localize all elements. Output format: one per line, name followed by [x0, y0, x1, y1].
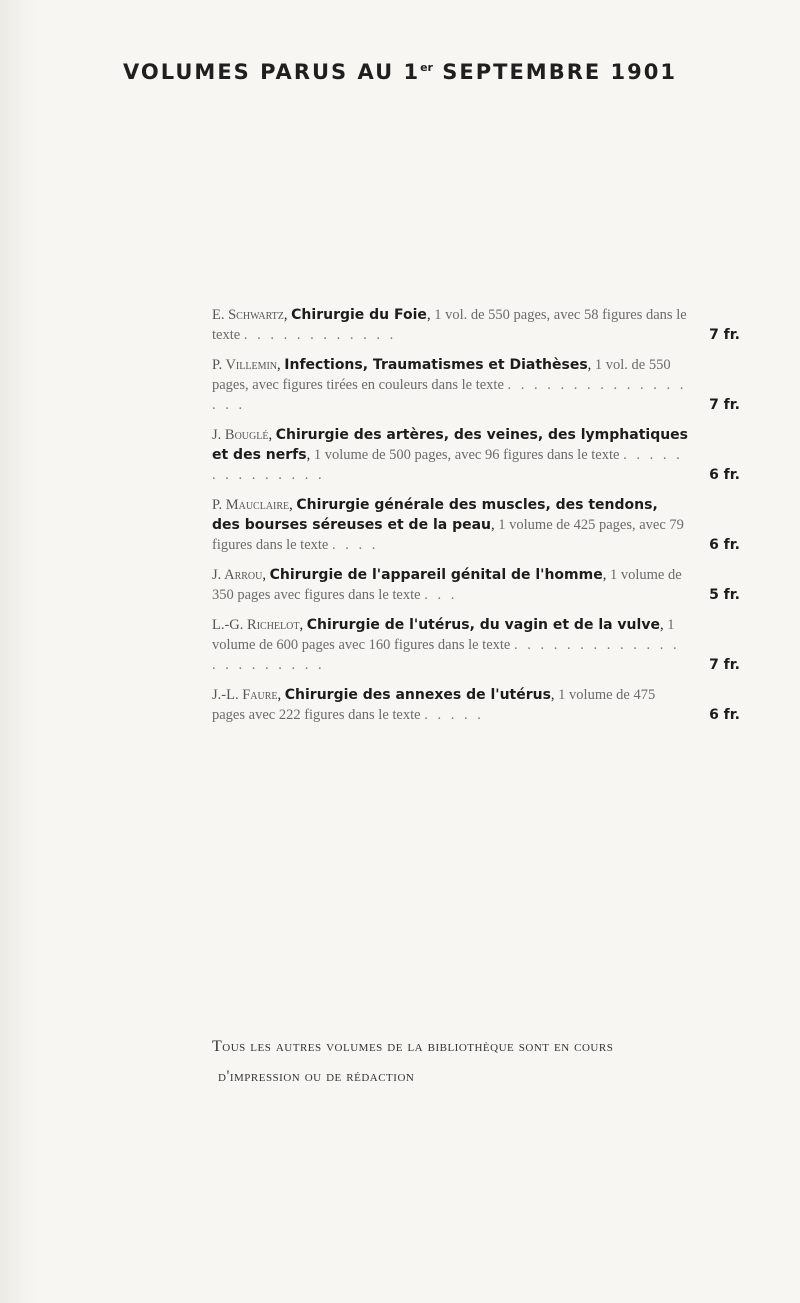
leader-dots: . . . . . . . . . . . . . . . . . [212, 377, 687, 413]
entry-work: Chirurgie de l'appareil génital de l'homme [269, 567, 603, 583]
entry-price: 7 fr. [709, 327, 740, 343]
volume-list [212, 305, 740, 735]
entry-work: Chirurgie de l'utérus, du vagin et de la vulve [306, 617, 660, 633]
entry-author: J. Arrou [212, 567, 263, 583]
list-item [212, 305, 740, 345]
entry-author: L.-G. Richelot [212, 617, 300, 633]
entry-details: 1 volume de 350 pages avec figures dans le texte [212, 567, 682, 603]
footer-note [212, 1032, 800, 1092]
entry-price: 6 fr. [709, 707, 740, 723]
entry-author: E. Schwartz [212, 307, 284, 323]
entry-details: 1 volume de 475 pages avec 222 figures dans le texte [212, 687, 656, 723]
entry-work: Chirurgie des artères, des veines, des lymphatiques et des nerfs [212, 427, 689, 463]
entry-details: 1 volume de 600 pages avec 160 figures dans le texte [212, 617, 675, 653]
leader-dots: . . . . . . . . . . . . . . . . . . . . . . [212, 637, 680, 673]
list-item [212, 685, 740, 725]
entry-work: Chirurgie générale des muscles, des tendons, des bourses séreuses et de la peau [212, 497, 658, 533]
page-title [0, 60, 800, 84]
footer-line-1: Tous les autres volumes de la bibliothèque sont en cours [212, 1038, 614, 1055]
list-item [212, 355, 740, 415]
entry-text: P. Mauclaire, Chirurgie générale des muscles, des tendons, des bourses séreuses et de la peau, 1 volume de 425 pages, avec 79 figures dans le texte . . . . [212, 497, 684, 553]
list-item [212, 615, 740, 675]
entry-author: J. Bouglé [212, 427, 269, 443]
entry-text: P. Villemin, Infections, Traumatismes et Diathèses, 1 vol. de 550 pages, avec figures tirées en couleurs dans le texte . . . . . . . . . . . . . . . . . [212, 357, 687, 413]
leader-dots: . . . . [332, 537, 379, 553]
entry-price: 7 fr. [709, 657, 740, 673]
leader-dots: . . . . . . . . . . . . . . [212, 447, 683, 483]
leader-dots: . . . [424, 587, 458, 603]
entry-details: 1 volume de 425 pages, avec 79 figures dans le texte [212, 517, 684, 553]
list-item [212, 425, 740, 485]
entry-details: 1 volume de 500 pages, avec 96 figures dans le texte [313, 447, 620, 463]
entry-work: Chirurgie du Foie [291, 307, 427, 323]
entry-author: J.-L. Faure [212, 687, 278, 703]
entry-text: E. Schwartz, Chirurgie du Foie, 1 vol. de 550 pages, avec 58 figures dans le texte . . . . . . . . . . . . [212, 307, 687, 343]
title-text: VOLUMES PARUS AU 1 [123, 60, 421, 84]
entry-work: Infections, Traumatismes et Diathèses [284, 357, 588, 373]
entry-text: J.-L. Faure, Chirurgie des annexes de l'utérus, 1 volume de 475 pages avec 222 figures dans le texte . . . . . [212, 687, 656, 723]
leader-dots: . . . . . . . . . . . . [243, 327, 397, 343]
entry-details: 1 vol. de 550 pages, avec figures tirées en couleurs dans le texte [212, 357, 671, 393]
entry-text: L.-G. Richelot, Chirurgie de l'utérus, du vagin et de la vulve, 1 volume de 600 pages avec 160 figures dans le texte . . . . . . . . . . . . . . . . . . . . . . [212, 617, 680, 673]
entry-text: J. Arrou, Chirurgie de l'appareil génital de l'homme, 1 volume de 350 pages avec figures dans le texte . . . [212, 567, 682, 603]
entry-price: 6 fr. [709, 467, 740, 483]
footer-line-2: d'impression ou de rédaction [218, 1068, 415, 1085]
entry-price: 6 fr. [709, 537, 740, 553]
entry-author: P. Mauclaire [212, 497, 290, 513]
title-superscript: er [420, 61, 433, 74]
title-date: SEPTEMBRE 1901 [432, 60, 677, 84]
page-edge [0, 0, 38, 1303]
entry-price: 5 fr. [709, 587, 740, 603]
list-item [212, 495, 740, 555]
entry-details: 1 vol. de 550 pages, avec 58 figures dans le texte [212, 307, 687, 343]
entry-price: 7 fr. [709, 397, 740, 413]
leader-dots: . . . . . [424, 707, 484, 723]
entry-work: Chirurgie des annexes de l'utérus [284, 687, 551, 703]
entry-text: J. Bouglé, Chirurgie des artères, des veines, des lymphatiques et des nerfs, 1 volume de 500 pages, avec 96 figures dans le texte . . . . . . . . . . . . . . [212, 427, 689, 483]
list-item [212, 565, 740, 605]
entry-author: P. Villemin [212, 357, 278, 373]
